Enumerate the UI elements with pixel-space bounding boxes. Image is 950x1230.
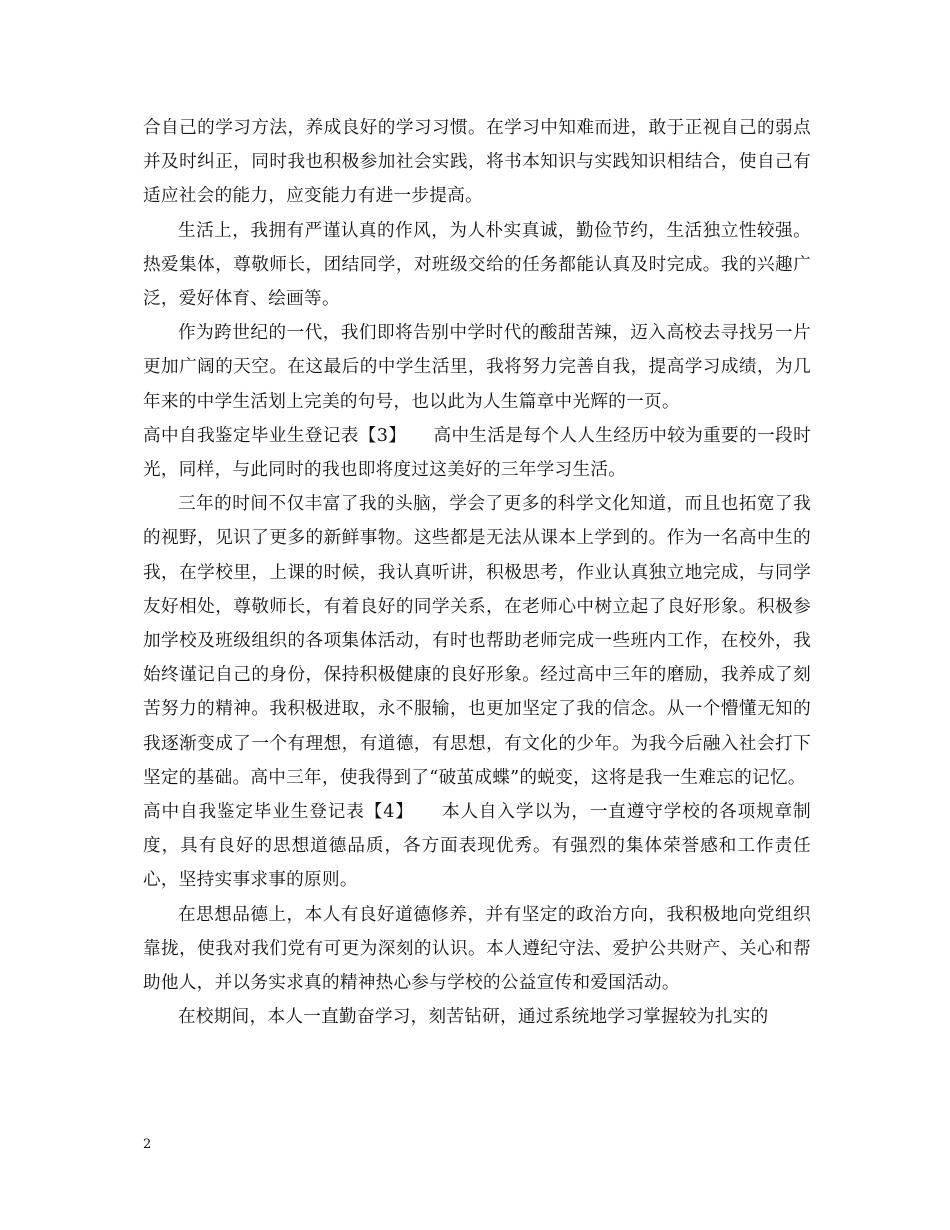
paragraph: 作为跨世纪的一代，我们即将告别中学时代的酸甜苦辣，迈入高校去寻找另一片更加广阔的天空。在这最后的中学生活里，我将努力完善自我，提高学习成绩，为几年来的中学生活划上完美的句号，也以此为人生篇章中光辉的一页。 [143,323,811,412]
document-body [143,111,811,1034]
section-heading-paragraph: 高中自我鉴定毕业生登记表【4】 本人自入学以为，一直遵守学校的各项规章制度，具有良好的思想道德品质，各方面表现优秀。有强烈的集体荣誉感和工作责任心，坚持实事求事的原则。 [143,802,811,891]
paragraph: 在思想品德上，本人有良好道德修养，并有坚定的政治方向，我积极地向党组织靠拢，使我对我们党有可更为深刻的认识。本人遵纪守法、爱护公共财产、关心和帮助他人，并以务实求真的精神热心参与学校的公益宣传和爱国活动。 [143,904,811,994]
paragraph: 在校期间，本人一直勤奋学习，刻苦钻研，通过系统地学习掌握较为扎实的 [178,1007,769,1028]
paragraph: 合自己的学习方法，养成良好的学习习惯。在学习中知难而进，敢于正视自己的弱点并及时纠正，同时我也积极参加社会实践，将书本知识与实践知识相结合，使自己有适应社会的能力，应变能力有进一步提高。 [143,118,811,207]
page-number: 2 [143,1137,152,1152]
paragraph: 生活上，我拥有严谨认真的作风，为人朴实真诚，勤俭节约，生活独立性较强。热爱集体，尊敬师长，团结同学，对班级交给的任务都能认真及时完成。我的兴趣广泛，爱好体育、绘画等。 [143,220,811,310]
paragraph: 三年的时间不仅丰富了我的头脑，学会了更多的科学文化知道，而且也拓宽了我的视野，见识了更多的新鲜事物。这些都是无法从课本上学到的。作为一名高中生的我，在学校里，上课的时候，我认真听讲，积极思考，作业认真独立地完成，与同学友好相处，尊敬师长，有着良好的同学关系，在老师心中树立起了良好形象。积极参加学校及班级组织的各项集体活动，有时也帮助老师完成一些班内工作，在校外，我始终谨记自己的身份，保持积极健康的良好形象。经过高中三年的磨励，我养成了刻苦努力的精神。我积极进取，永不服输，也更加坚定了我的信念。从一个懵懂无知的我逐渐变成了一个有理想，有道德，有思想，有文化的少年。为我今后融入社会打下坚定的基础。高中三年，使我得到了“破茧成蝶”的蜕变，这将是我一生难忘的记忆。 [143,494,811,788]
section-heading-paragraph: 高中自我鉴定毕业生登记表【3】 高中生活是每个人人生经历中较为重要的一段时光，同样，与此同时的我也即将度过这美好的三年学习生活。 [143,425,811,481]
